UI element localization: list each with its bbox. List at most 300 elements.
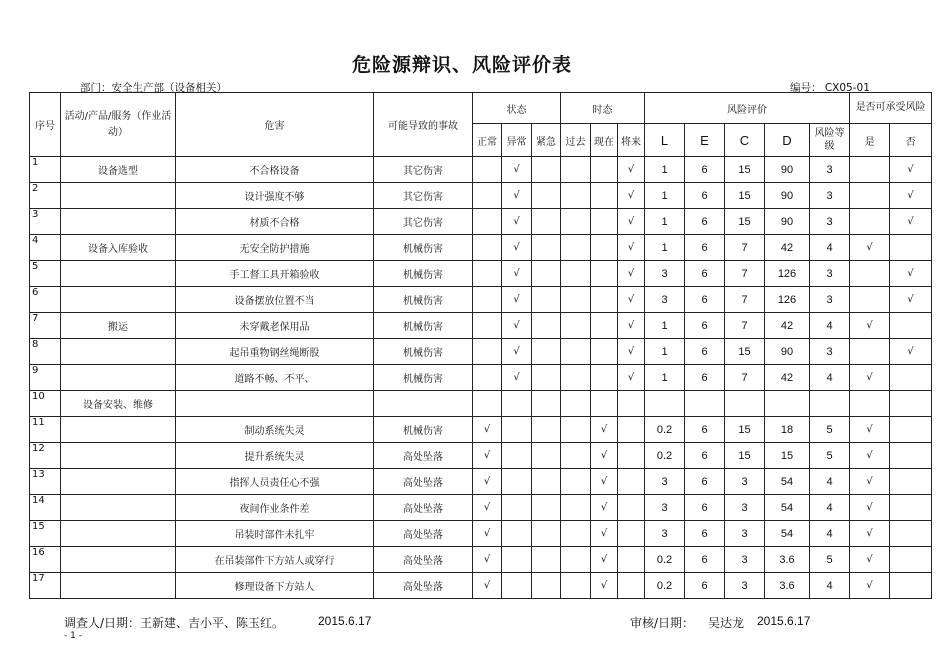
cell-D: 126 [765,261,810,287]
cell-yes [850,183,890,209]
cell-level [810,391,850,417]
reviewer-label: 审核/日期： [630,616,695,630]
cell-future: √ [618,339,645,365]
cell-normal [473,313,502,339]
cell-L: 3 [645,521,685,547]
cell-D: 42 [765,365,810,391]
header-future: 将来 [618,124,645,157]
cell-present [591,157,618,183]
header-C: C [725,124,765,157]
cell-activity: 设备选型 [61,157,176,183]
cell-past [561,495,591,521]
cell-abnormal: √ [502,313,532,339]
cell-future [618,573,645,599]
cell-no: 12 [30,443,61,469]
cell-level: 4 [810,365,850,391]
cell-urgent [532,573,561,599]
cell-yes: √ [850,495,890,521]
cell-abnormal [502,391,532,417]
cell-accident: 高处坠落 [374,521,473,547]
header-present: 现在 [591,124,618,157]
cell-normal [473,287,502,313]
cell-present [591,287,618,313]
cell-urgent [532,417,561,443]
department-label: 部门：安全生产部（设备相关） [80,82,227,94]
cell-hazard: 手工督工具开箱验收 [176,261,374,287]
cell-no: 9 [30,365,61,391]
cell-future [618,391,645,417]
cell-past [561,469,591,495]
cell-L: 3 [645,287,685,313]
cell-no: 7 [30,313,61,339]
cell-E: 6 [685,547,725,573]
investigate-date: 2015.6.17 [318,614,372,628]
cell-urgent [532,183,561,209]
cell-activity [61,339,176,365]
cell-no: 4 [30,235,61,261]
cell-no: 11 [30,417,61,443]
cell-activity: 搬运 [61,313,176,339]
cell-present [591,209,618,235]
cell-L: 0.2 [645,573,685,599]
cell-D: 90 [765,339,810,365]
cell-accident: 机械伤害 [374,313,473,339]
cell-present [591,365,618,391]
table-row [30,313,932,339]
cell-hazard: 无安全防护措施 [176,235,374,261]
cell-D: 42 [765,235,810,261]
cell-level: 4 [810,573,850,599]
cell-future: √ [618,235,645,261]
cell-C: 3 [725,573,765,599]
cell-level: 3 [810,287,850,313]
cell-abnormal: √ [502,365,532,391]
cell-future: √ [618,365,645,391]
cell-abnormal: √ [502,209,532,235]
table-row [30,235,932,261]
cell-future: √ [618,313,645,339]
header-yes: 是 [850,124,890,157]
cell-no: 10 [30,391,61,417]
cell-L: 3 [645,495,685,521]
cell-L [645,391,685,417]
cell-level: 3 [810,261,850,287]
header-accept: 是否可承受风险 [850,93,932,124]
cell-present: √ [591,443,618,469]
cell-accident: 其它伤害 [374,183,473,209]
table-row [30,417,932,443]
header-L: L [645,124,685,157]
cell-no- [890,365,932,391]
cell-hazard: 指挥人员责任心不强 [176,469,374,495]
cell-activity [61,495,176,521]
cell-accident: 机械伤害 [374,417,473,443]
cell-present [591,235,618,261]
cell-normal: √ [473,443,502,469]
cell-no-: √ [890,183,932,209]
cell-present: √ [591,495,618,521]
cell-E: 6 [685,339,725,365]
cell-hazard [176,391,374,417]
cell-D: 126 [765,287,810,313]
cell-L: 0.2 [645,443,685,469]
cell-level: 3 [810,157,850,183]
cell-hazard: 设计强度不够 [176,183,374,209]
cell-no- [890,573,932,599]
cell-activity [61,521,176,547]
cell-yes: √ [850,365,890,391]
cell-no: 8 [30,339,61,365]
table-row [30,495,932,521]
cell-normal: √ [473,573,502,599]
cell-abnormal: √ [502,157,532,183]
cell-accident: 机械伤害 [374,339,473,365]
cell-level: 5 [810,443,850,469]
cell-C: 7 [725,261,765,287]
cell-present [591,313,618,339]
cell-activity [61,209,176,235]
cell-D: 42 [765,313,810,339]
cell-E: 6 [685,365,725,391]
cell-no: 2 [30,183,61,209]
cell-future: √ [618,183,645,209]
cell-no: 14 [30,495,61,521]
cell-D: 15 [765,443,810,469]
cell-level: 3 [810,209,850,235]
cell-accident [374,391,473,417]
cell-C: 7 [725,287,765,313]
cell-past [561,417,591,443]
table-row [30,391,932,417]
cell-urgent [532,287,561,313]
cell-no-: √ [890,209,932,235]
cell-hazard: 提升系统失灵 [176,443,374,469]
cell-L: 0.2 [645,417,685,443]
cell-abnormal [502,469,532,495]
header-no: 序号 [30,93,61,157]
cell-hazard: 设备摆放位置不当 [176,287,374,313]
document-code: 编号： CX05-01 [790,82,870,94]
table-row [30,443,932,469]
cell-accident: 机械伤害 [374,287,473,313]
cell-E: 6 [685,495,725,521]
header-normal: 正常 [473,124,502,157]
cell-C: 15 [725,443,765,469]
cell-abnormal [502,521,532,547]
cell-C: 7 [725,313,765,339]
cell-E: 6 [685,521,725,547]
cell-activity [61,573,176,599]
cell-hazard: 夜间作业条件差 [176,495,374,521]
cell-accident: 机械伤害 [374,365,473,391]
cell-future: √ [618,157,645,183]
cell-no: 5 [30,261,61,287]
cell-past [561,313,591,339]
cell-E: 6 [685,417,725,443]
cell-yes [850,209,890,235]
header-no-col: 否 [890,124,932,157]
header-past: 过去 [561,124,591,157]
cell-future [618,521,645,547]
cell-normal [473,209,502,235]
cell-yes: √ [850,573,890,599]
cell-present: √ [591,573,618,599]
cell-abnormal: √ [502,339,532,365]
cell-yes [850,157,890,183]
cell-present: √ [591,521,618,547]
cell-accident: 高处坠落 [374,469,473,495]
header-risk: 风险评价 [645,93,850,124]
cell-level: 4 [810,469,850,495]
cell-activity [61,287,176,313]
cell-no- [890,469,932,495]
cell-no: 13 [30,469,61,495]
risk-table [29,92,932,599]
cell-future [618,547,645,573]
cell-D: 90 [765,157,810,183]
cell-no: 16 [30,547,61,573]
cell-L: 1 [645,339,685,365]
cell-future: √ [618,287,645,313]
cell-present: √ [591,469,618,495]
document-title: 危险源辩识、风险评价表 [351,54,572,76]
cell-past [561,183,591,209]
cell-C: 15 [725,157,765,183]
cell-no-: √ [890,339,932,365]
cell-D: 3.6 [765,573,810,599]
cell-accident: 高处坠落 [374,547,473,573]
cell-L: 1 [645,157,685,183]
cell-E: 6 [685,573,725,599]
cell-yes: √ [850,417,890,443]
cell-no: 6 [30,287,61,313]
cell-yes: √ [850,547,890,573]
cell-normal: √ [473,469,502,495]
cell-abnormal: √ [502,235,532,261]
page-number: - 1 - [64,631,82,641]
cell-level: 3 [810,339,850,365]
cell-activity [61,469,176,495]
cell-urgent [532,469,561,495]
cell-C [725,391,765,417]
cell-level: 3 [810,183,850,209]
reviewer-name: 吴达龙 [708,616,745,630]
cell-E: 6 [685,469,725,495]
table-row [30,287,932,313]
cell-abnormal [502,573,532,599]
cell-urgent [532,209,561,235]
cell-present [591,183,618,209]
cell-no-: √ [890,157,932,183]
cell-accident: 高处坠落 [374,443,473,469]
cell-past [561,443,591,469]
cell-urgent [532,313,561,339]
cell-no- [890,313,932,339]
cell-L: 1 [645,183,685,209]
cell-past [561,157,591,183]
cell-level: 4 [810,521,850,547]
review-date: 2015.6.17 [757,614,811,628]
cell-no- [890,495,932,521]
cell-normal [473,391,502,417]
cell-activity [61,261,176,287]
cell-abnormal [502,443,532,469]
cell-D: 90 [765,209,810,235]
cell-present [591,261,618,287]
cell-C: 7 [725,365,765,391]
cell-L: 3 [645,261,685,287]
cell-urgent [532,157,561,183]
cell-E [685,391,725,417]
cell-E: 6 [685,261,725,287]
header-tense: 时态 [561,93,645,124]
cell-yes: √ [850,313,890,339]
cell-hazard: 未穿戴老保用品 [176,313,374,339]
cell-activity [61,417,176,443]
cell-present [591,391,618,417]
table-row [30,157,932,183]
cell-present [591,339,618,365]
cell-yes: √ [850,235,890,261]
cell-L: 3 [645,469,685,495]
cell-past [561,365,591,391]
header-hazard: 危害 [176,93,374,157]
cell-yes: √ [850,443,890,469]
cell-past [561,261,591,287]
cell-C: 3 [725,495,765,521]
cell-D: 54 [765,495,810,521]
cell-activity: 设备安装、维修 [61,391,176,417]
cell-no-: √ [890,287,932,313]
cell-activity [61,183,176,209]
cell-D: 54 [765,469,810,495]
cell-L: 1 [645,313,685,339]
cell-activity [61,547,176,573]
cell-normal [473,183,502,209]
cell-C: 7 [725,235,765,261]
cell-urgent [532,339,561,365]
cell-urgent [532,235,561,261]
cell-D: 54 [765,521,810,547]
cell-no: 3 [30,209,61,235]
cell-activity [61,365,176,391]
cell-hazard: 制动系统失灵 [176,417,374,443]
header-abnormal: 异常 [502,124,532,157]
table-row [30,261,932,287]
cell-yes [850,287,890,313]
cell-C: 3 [725,547,765,573]
cell-level: 4 [810,495,850,521]
cell-level: 4 [810,235,850,261]
cell-no: 15 [30,521,61,547]
cell-normal [473,365,502,391]
cell-accident: 其它伤害 [374,209,473,235]
table-row [30,573,932,599]
cell-hazard: 吊装时部件未扎牢 [176,521,374,547]
cell-urgent [532,495,561,521]
cell-activity [61,443,176,469]
cell-normal: √ [473,417,502,443]
table-row [30,209,932,235]
cell-abnormal [502,547,532,573]
cell-C: 15 [725,183,765,209]
cell-normal: √ [473,495,502,521]
table-row [30,183,932,209]
cell-normal [473,157,502,183]
cell-past [561,235,591,261]
cell-level: 5 [810,547,850,573]
investigator-label: 调查人/日期：王新建、吉小平、陈玉红。 [64,616,285,630]
cell-hazard: 道路不畅、不平、 [176,365,374,391]
cell-past [561,391,591,417]
cell-no- [890,417,932,443]
cell-accident: 机械伤害 [374,261,473,287]
cell-present: √ [591,547,618,573]
cell-no- [890,235,932,261]
cell-abnormal [502,495,532,521]
table-row [30,547,932,573]
cell-abnormal: √ [502,261,532,287]
cell-E: 6 [685,443,725,469]
cell-no- [890,547,932,573]
cell-future [618,495,645,521]
table-row [30,469,932,495]
cell-L: 1 [645,235,685,261]
cell-activity: 设备入库验收 [61,235,176,261]
cell-urgent [532,391,561,417]
cell-no-: √ [890,261,932,287]
cell-level: 4 [810,313,850,339]
cell-hazard: 修理设备下方站人 [176,573,374,599]
cell-abnormal: √ [502,287,532,313]
cell-urgent [532,365,561,391]
cell-future [618,443,645,469]
cell-C: 15 [725,339,765,365]
cell-no- [890,443,932,469]
cell-future: √ [618,261,645,287]
cell-E: 6 [685,183,725,209]
cell-yes: √ [850,469,890,495]
cell-no- [890,521,932,547]
cell-L: 0.2 [645,547,685,573]
cell-past [561,209,591,235]
cell-future: √ [618,209,645,235]
cell-hazard: 起吊重物钢丝绳断股 [176,339,374,365]
cell-L: 1 [645,209,685,235]
cell-past [561,521,591,547]
cell-C: 3 [725,521,765,547]
cell-no- [890,391,932,417]
cell-normal [473,235,502,261]
cell-yes [850,391,890,417]
cell-yes [850,339,890,365]
cell-past [561,339,591,365]
cell-accident: 其它伤害 [374,157,473,183]
cell-D: 18 [765,417,810,443]
cell-past [561,573,591,599]
cell-E: 6 [685,157,725,183]
header-state: 状态 [473,93,561,124]
header-level: 风险等级 [810,124,850,157]
cell-accident: 高处坠落 [374,573,473,599]
cell-D: 90 [765,183,810,209]
cell-D [765,391,810,417]
cell-E: 6 [685,287,725,313]
cell-level: 5 [810,417,850,443]
cell-C: 15 [725,417,765,443]
cell-E: 6 [685,313,725,339]
cell-accident: 机械伤害 [374,235,473,261]
